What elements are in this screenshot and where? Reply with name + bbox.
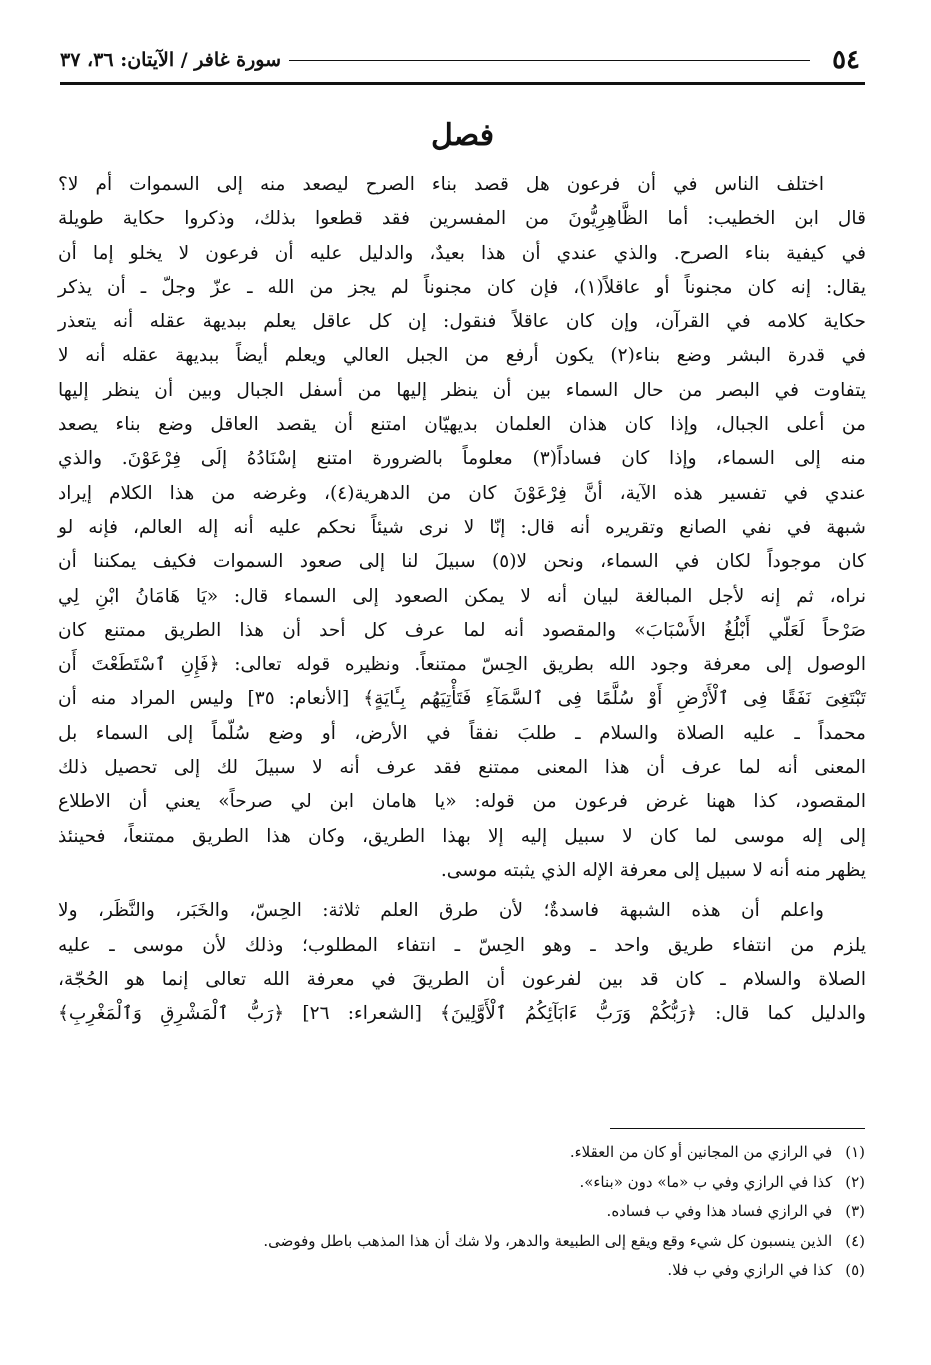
text-line: نراه، ثم إنه لأجل المبالغة لبيان أنه لا يمكن الصعود إلى السماء قال: «يَا هَامَانُ ابْنِ لِي (58, 585, 866, 607)
text-line: يتفاوت في البصر من حال السماء بين أن ينظر إليها من أسفل الجبال وبين أن ينظر إليها (58, 379, 866, 401)
footnote-1 (60, 1138, 865, 1168)
footnote-text: في الرازي فساد هذا وفي ب فساده. (606, 1202, 833, 1220)
text-line: منه إلى السماء، وإذا كان فساداً(٣) معلوماً بالضرورة امتنع إسْنَادُهُ إلَى فِرْعَوْنَ. والذي (58, 448, 866, 470)
footnote-number: (٤) (845, 1231, 865, 1250)
paragraph-2 (58, 894, 866, 1031)
footnote-text: في الرازي من المجانين أو كان من العقلاء. (569, 1143, 833, 1161)
footnote-text: كذا في الرازي وفي ب «ما» دون «بناء». (579, 1172, 833, 1191)
text-line: حكاية كلامه في القرآن، وإن كان عاقلاً فنقول: إن كل عاقل يعلم ببديهة عقله أنه يتعذر (58, 311, 866, 333)
text-line: تَبْتَغِىَ نَفَقًا فِى ٱلْأَرْضِ أَوْ سُلَّمًا فِى ٱلسَّمَآءِ فَتَأْتِيَهُم بِـَٔايَةٍ﴾ [الأنعام: ٣٥] وليس المراد منه أن (58, 688, 866, 710)
footnote-divider (610, 1128, 865, 1129)
footnote-4 (60, 1227, 865, 1257)
text-line: عندي في تفسير هذه الآية، أنَّ فِرْعَوْنَ كان من الدهرية(٤)، وغرضه من هذا الكلام إيراد (58, 482, 866, 504)
section-title: فصل (430, 118, 495, 153)
footnote-5 (60, 1256, 865, 1286)
text-line: المعنى أنه لما عرف أن هذا المعنى ممتنع فقد عرف أنه لا سبيلَ لك إلى تحصيل ذلك (58, 757, 866, 779)
paragraph-1 (58, 168, 866, 888)
text-line: إلى إله موسى لما كان لا سبيل إليه إلا بهذا الطريق، وكان هذا الطريق ممتنعاً، فحينئذ (58, 825, 866, 847)
text-line: من أعلى الجبال، وإذا كان هذان العلمان بديهيّان امتنع أن يقصد العاقل وضع بناء يصعد (58, 414, 866, 436)
main-text (58, 168, 866, 1031)
footnote-number: (١) (845, 1143, 865, 1161)
header-dotted-rule (289, 60, 810, 61)
text-line: كان موجوداً لكان في السماء، ونحن لا(٥) سبيلَ لنا إلى صعود السموات فكيف يمكننا أن (58, 551, 866, 573)
text-line: والدليل كما قال: ﴿رَبُّكُمْ وَرَبُّ ءَابَآئِكُمُ ٱلْأَوَّلِينَ﴾ [الشعراء: ٢٦] ﴿رَبُّ ٱلْمَشْرِقِ وَٱلْمَغْرِبِ﴾ (58, 1003, 866, 1025)
footnotes (60, 1138, 865, 1286)
footnote-2 (60, 1168, 865, 1198)
footnote-number: (٥) (845, 1261, 865, 1279)
text-line: الصلاة والسلام ـ كان قد بين لفرعون أن الطريقَ في معرفة الله تعالى إنما هو الحُجّة، (58, 968, 866, 990)
text-line: في كيفية بناء الصرح. والذي عندي أن هذا بعيدٌ، والدليل عليه أن فرعون لا يخلو إما أن (58, 242, 866, 264)
footnote-text: الذين ينسبون كل شيء وقع ويقع إلى الطبيعة والدهر، ولا شك أن هذا المذهب باطل وفوضى. (263, 1231, 833, 1250)
text-line: شبهة في نفي الصانع وتقريره أنه قال: إنّا لا نرى شيئاً نحكم عليه أنه إله العالم، فإنه لو (58, 516, 866, 538)
footnote-3 (60, 1197, 865, 1227)
text-line: يظهر منه أنه لا سبيل إلى معرفة الإله الذي يثبته موسى. (440, 859, 866, 881)
running-title: سورة غافر / الآيتان: ٣٦، ٣٧ (60, 49, 282, 71)
text-line: في قدرة البشر وضع بناء(٢) يكون أرفع من الجبل العالي ويعلم أيضاً ببديهة عقله أنه لا (58, 345, 866, 367)
text-line: قال ابن الخطيب: أما الظَّاهِرِيُّونَ من المفسرين فقد قطعوا بذلك، وذكروا حكاية طويلة (58, 208, 866, 230)
text-line: يلزم من انتفاء طريق واحد ـ وهو الحِسّ ـ انتفاء المطلوب؛ وذلك لأن موسى ـ عليه (58, 934, 866, 956)
footnote-number: (٢) (845, 1172, 865, 1191)
text-line: واعلم أن هذه الشبهة فاسدةٌ؛ لأن طرق العلم ثلاثة: الحِسّ، والخَبَر، والنَّظَر، ولا (58, 900, 824, 922)
text-line: المقصود، كذا ههنا غرض فرعون من قوله: «يا هامان ابن لي صرحاً» يعني أن الاطلاع (58, 791, 866, 813)
text-line: محمداً ـ عليه الصلاة والسلام ـ طلبَ نفقاً في الأرض، أو وضع سُلّماً إلى السماء بل (58, 722, 866, 744)
header-divider (60, 82, 865, 85)
page-header (60, 44, 860, 76)
footnote-text: كذا في الرازي وفي ب فلا. (667, 1261, 833, 1279)
text-line: الوصول إلى معرفة وجود الله بطريق الحِسّ ممتنعاً. ونظيره قوله تعالى: ﴿فَإِنِ ٱسْتَطَعْتَ أَن (58, 654, 866, 676)
text-line: اختلف الناس في أن فرعون هل قصد بناء الصرح ليصعد منه إلى السموات أم لا؟ (58, 174, 824, 195)
footnote-number: (٣) (845, 1202, 865, 1220)
text-line: يقال: إنه كان مجنوناً أو عاقلاً(١)، فإن كان مجنوناً لم يجز من الله ـ عزّ وجلّ ـ أن يذكر (58, 276, 866, 298)
text-line: صَرْحاً لَعَلّي أَبْلُغُ الأَسْبَابَ» والمقصود أنه لما عرف كل أحد أن هذا الطريق ممتنع كان (58, 619, 866, 641)
page-number: ٥٤ (832, 45, 860, 75)
